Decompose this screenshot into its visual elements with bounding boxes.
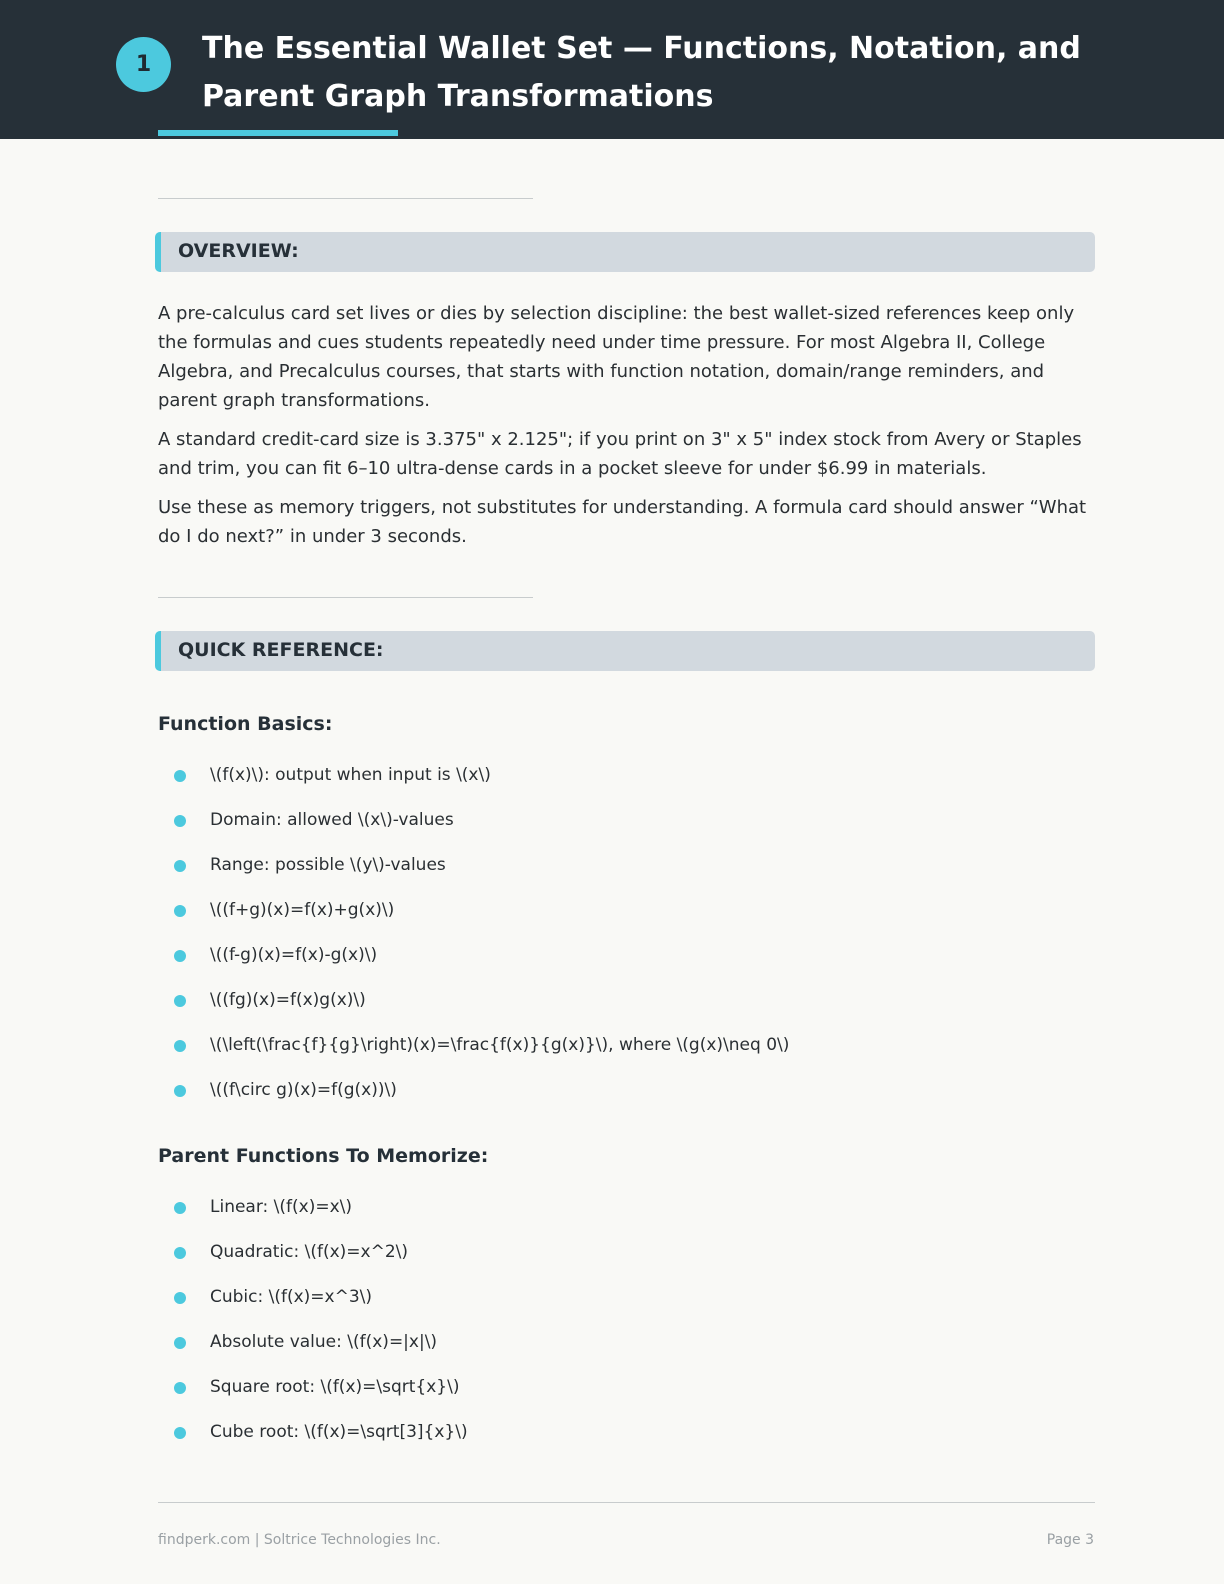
list-item (174, 1078, 1074, 1123)
overview-paragraph: A pre-calculus card set lives or dies by selection discipline: the best wallet-sized references keep only the formulas and cues students repeatedly need under time pressure. For most Algebra II, College Algebra, and Precalculus courses, that starts with function notation, domain/range reminders, and parent graph transformations. (158, 303, 1075, 411)
list-item-text: Cubic: \(f(x)=x^3\) (210, 1287, 373, 1307)
list-item-text: \((fg)(x)=f(x)g(x)\) (210, 990, 366, 1010)
list-item (174, 1240, 1074, 1285)
divider (158, 597, 533, 598)
function-basics-list (174, 763, 1074, 1123)
list-item (174, 1285, 1074, 1330)
overview-body (158, 299, 1098, 561)
bullet-icon (174, 1085, 186, 1097)
overview-section-header (155, 232, 1095, 272)
page-title: The Essential Wallet Set — Functions, Notation, and Parent Graph Transformations (202, 31, 1081, 114)
list-item-text: Absolute value: \(f(x)=|x|\) (210, 1332, 438, 1352)
page-number: Page 3 (1046, 1532, 1094, 1548)
footer-source: findperk.com | Soltrice Technologies Inc. (158, 1532, 441, 1548)
list-item (174, 988, 1074, 1033)
list-item (174, 853, 1074, 898)
list-item (174, 1330, 1074, 1375)
list-item-text: Domain: allowed \(x\)-values (210, 810, 454, 830)
list-item (174, 763, 1074, 808)
list-item-text: \(\left(\frac{f}{g}\right)(x)=\frac{f(x)}{g(x)}\), where \(g(x)\neq 0\) (210, 1035, 790, 1055)
bullet-icon (174, 905, 186, 917)
bullet-icon (174, 995, 186, 1007)
bullet-icon (174, 1040, 186, 1052)
footer-divider (158, 1502, 1095, 1503)
list-item-text: \((f+g)(x)=f(x)+g(x)\) (210, 900, 395, 920)
parent-functions-heading: Parent Functions To Memorize: (158, 1145, 489, 1167)
quick-reference-section-header (155, 631, 1095, 671)
list-item (174, 943, 1074, 988)
bullet-icon (174, 1382, 186, 1394)
list-item (174, 898, 1074, 943)
list-item (174, 1033, 1074, 1078)
list-item-text: Range: possible \(y\)-values (210, 855, 446, 875)
overview-paragraph: Use these as memory triggers, not substitutes for understanding. A formula card should answer “What do I do next?” in under 3 seconds. (158, 497, 1087, 547)
bullet-icon (174, 1427, 186, 1439)
bullet-icon (174, 1292, 186, 1304)
bullet-icon (174, 950, 186, 962)
bullet-icon (174, 1337, 186, 1349)
list-item (174, 1375, 1074, 1420)
chapter-number-badge: 1 (116, 37, 171, 92)
overview-paragraph: A standard credit-card size is 3.375" x 2.125"; if you print on 3" x 5" index stock from Avery or Staples and trim, you can fit 6–10 ultra-dense cards in a pocket sleeve for under $6.99 in materials. (158, 429, 1082, 479)
bullet-icon (174, 1247, 186, 1259)
page-header (0, 0, 1224, 139)
list-item-text: Linear: \(f(x)=x\) (210, 1197, 353, 1217)
overview-heading: OVERVIEW: (178, 240, 299, 262)
list-item-text: \((f\circ g)(x)=f(g(x))\) (210, 1080, 397, 1100)
bullet-icon (174, 770, 186, 782)
list-item (174, 1195, 1074, 1240)
list-item-text: Square root: \(f(x)=\sqrt{x}\) (210, 1377, 460, 1397)
quick-reference-heading: QUICK REFERENCE: (178, 639, 384, 661)
function-basics-heading: Function Basics: (158, 713, 333, 735)
list-item-text: \(f(x)\): output when input is \(x\) (210, 765, 491, 785)
bullet-icon (174, 815, 186, 827)
bullet-icon (174, 860, 186, 872)
title-accent-underline (158, 130, 398, 136)
list-item (174, 1420, 1074, 1465)
list-item (174, 808, 1074, 853)
bullet-icon (174, 1202, 186, 1214)
parent-functions-list (174, 1195, 1074, 1465)
list-item-text: Quadratic: \(f(x)=x^2\) (210, 1242, 409, 1262)
list-item-text: Cube root: \(f(x)=\sqrt[3]{x}\) (210, 1422, 468, 1442)
divider (158, 198, 533, 199)
list-item-text: \((f-g)(x)=f(x)-g(x)\) (210, 945, 378, 965)
